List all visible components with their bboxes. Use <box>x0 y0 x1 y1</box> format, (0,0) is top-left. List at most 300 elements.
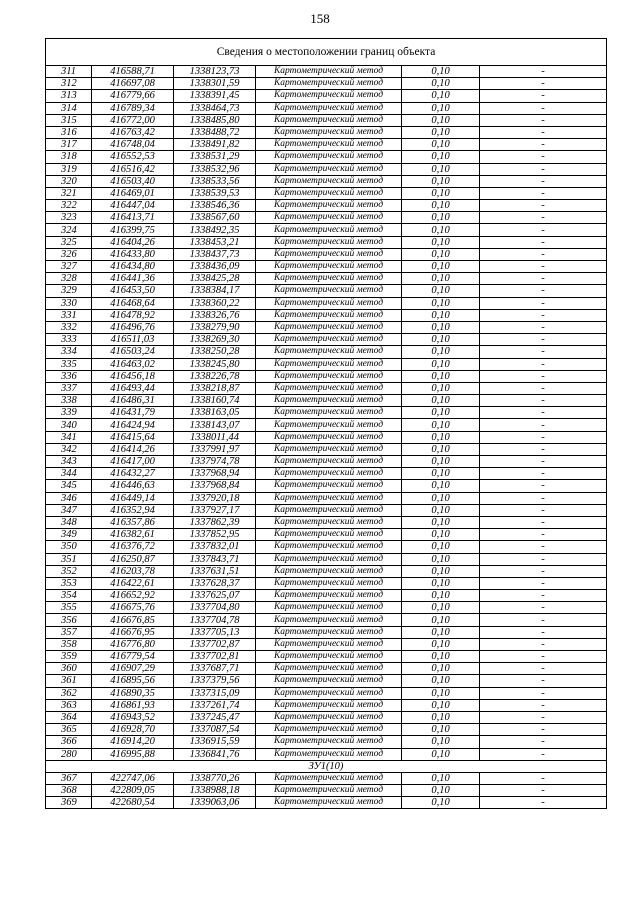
accuracy: 0,10 <box>402 590 480 602</box>
method: Картометрический метод <box>256 431 402 443</box>
coord-y: 1338326,76 <box>174 309 256 321</box>
coord-y: 1337704,78 <box>174 614 256 626</box>
point-number: 314 <box>46 102 92 114</box>
point-number: 352 <box>46 565 92 577</box>
note: - <box>480 187 607 199</box>
point-number: 364 <box>46 711 92 723</box>
method: Картометрический метод <box>256 468 402 480</box>
note: - <box>480 236 607 248</box>
point-number: 326 <box>46 248 92 260</box>
point-number: 366 <box>46 736 92 748</box>
method: Картометрический метод <box>256 175 402 187</box>
method: Картометрический метод <box>256 212 402 224</box>
table-row <box>46 187 607 199</box>
method: Картометрический метод <box>256 321 402 333</box>
accuracy: 0,10 <box>402 102 480 114</box>
point-number: 313 <box>46 90 92 102</box>
table-row <box>46 456 607 468</box>
note: - <box>480 346 607 358</box>
note: - <box>480 224 607 236</box>
coord-y: 1338425,28 <box>174 273 256 285</box>
coord-x: 416776,80 <box>92 638 174 650</box>
note: - <box>480 504 607 516</box>
point-number: 324 <box>46 224 92 236</box>
coord-x: 416424,94 <box>92 419 174 431</box>
method: Картометрический метод <box>256 285 402 297</box>
table-row <box>46 224 607 236</box>
method: Картометрический метод <box>256 577 402 589</box>
table-row <box>46 468 607 480</box>
table-row <box>46 663 607 675</box>
method: Картометрический метод <box>256 78 402 90</box>
coord-y: 1338360,22 <box>174 297 256 309</box>
method: Картометрический метод <box>256 224 402 236</box>
coord-x: 416446,63 <box>92 480 174 492</box>
coord-y: 1336841,76 <box>174 748 256 760</box>
note: - <box>480 541 607 553</box>
coord-x: 416432,27 <box>92 468 174 480</box>
method: Картометрический метод <box>256 772 402 784</box>
accuracy: 0,10 <box>402 602 480 614</box>
table-row <box>46 431 607 443</box>
accuracy: 0,10 <box>402 443 480 455</box>
coord-x: 416772,00 <box>92 114 174 126</box>
table-title: Сведения о местоположении границ объекта <box>46 39 607 66</box>
table-row <box>46 370 607 382</box>
coord-y: 1338533,56 <box>174 175 256 187</box>
note: - <box>480 602 607 614</box>
note: - <box>480 675 607 687</box>
point-number: 353 <box>46 577 92 589</box>
table-row <box>46 358 607 370</box>
coord-x: 416431,79 <box>92 407 174 419</box>
note: - <box>480 102 607 114</box>
coord-x: 416503,40 <box>92 175 174 187</box>
coord-x: 416468,64 <box>92 297 174 309</box>
coord-x: 416417,00 <box>92 456 174 468</box>
point-number: 340 <box>46 419 92 431</box>
point-number: 357 <box>46 626 92 638</box>
coord-x: 416779,66 <box>92 90 174 102</box>
point-number: 341 <box>46 431 92 443</box>
accuracy: 0,10 <box>402 346 480 358</box>
coord-y: 1338160,74 <box>174 395 256 407</box>
coord-x: 416357,86 <box>92 516 174 528</box>
note: - <box>480 212 607 224</box>
accuracy: 0,10 <box>402 248 480 260</box>
note: - <box>480 529 607 541</box>
point-number: 321 <box>46 187 92 199</box>
table-row <box>46 163 607 175</box>
method: Картометрический метод <box>256 504 402 516</box>
coord-x: 416748,04 <box>92 139 174 151</box>
coord-x: 416456,18 <box>92 370 174 382</box>
note: - <box>480 285 607 297</box>
note: - <box>480 248 607 260</box>
point-number: 344 <box>46 468 92 480</box>
note: - <box>480 480 607 492</box>
method: Картометрический метод <box>256 419 402 431</box>
method: Картометрический метод <box>256 602 402 614</box>
note: - <box>480 443 607 455</box>
coord-y: 1338163,05 <box>174 407 256 419</box>
coord-y: 1337862,39 <box>174 516 256 528</box>
point-number: 320 <box>46 175 92 187</box>
accuracy: 0,10 <box>402 66 480 78</box>
table-row <box>46 602 607 614</box>
point-number: 322 <box>46 200 92 212</box>
method: Картометрический метод <box>256 590 402 602</box>
point-number: 327 <box>46 261 92 273</box>
coord-x: 422680,54 <box>92 797 174 809</box>
table-row <box>46 724 607 736</box>
method: Картометрический метод <box>256 248 402 260</box>
table-row <box>46 772 607 784</box>
point-number: 346 <box>46 492 92 504</box>
table-row <box>46 346 607 358</box>
accuracy: 0,10 <box>402 187 480 199</box>
accuracy: 0,10 <box>402 370 480 382</box>
accuracy: 0,10 <box>402 126 480 138</box>
table-row <box>46 675 607 687</box>
coord-y: 1337991,97 <box>174 443 256 455</box>
accuracy: 0,10 <box>402 407 480 419</box>
accuracy: 0,10 <box>402 334 480 346</box>
method: Картометрический метод <box>256 553 402 565</box>
point-number: 342 <box>46 443 92 455</box>
point-number: 349 <box>46 529 92 541</box>
table-row <box>46 382 607 394</box>
point-number: 337 <box>46 382 92 394</box>
method: Картометрический метод <box>256 139 402 151</box>
coord-x: 416496,76 <box>92 321 174 333</box>
accuracy: 0,10 <box>402 273 480 285</box>
method: Картометрический метод <box>256 90 402 102</box>
method: Картометрический метод <box>256 261 402 273</box>
note: - <box>480 66 607 78</box>
point-number: 336 <box>46 370 92 382</box>
method: Картометрический метод <box>256 638 402 650</box>
accuracy: 0,10 <box>402 90 480 102</box>
coord-y: 1338143,07 <box>174 419 256 431</box>
accuracy: 0,10 <box>402 78 480 90</box>
accuracy: 0,10 <box>402 236 480 248</box>
point-number: 345 <box>46 480 92 492</box>
note: - <box>480 687 607 699</box>
accuracy: 0,10 <box>402 321 480 333</box>
accuracy: 0,10 <box>402 748 480 760</box>
note: - <box>480 590 607 602</box>
accuracy: 0,10 <box>402 419 480 431</box>
method: Картометрический метод <box>256 626 402 638</box>
table-row <box>46 748 607 760</box>
accuracy: 0,10 <box>402 175 480 187</box>
note: - <box>480 175 607 187</box>
point-number: 363 <box>46 699 92 711</box>
coord-y: 1337832,01 <box>174 541 256 553</box>
accuracy: 0,10 <box>402 358 480 370</box>
coord-x: 416890,35 <box>92 687 174 699</box>
method: Картометрический метод <box>256 748 402 760</box>
note: - <box>480 565 607 577</box>
table-row <box>46 200 607 212</box>
method: Картометрический метод <box>256 516 402 528</box>
point-number: 333 <box>46 334 92 346</box>
coord-y: 1337974,78 <box>174 456 256 468</box>
accuracy: 0,10 <box>402 675 480 687</box>
coord-y: 1338436,09 <box>174 261 256 273</box>
accuracy: 0,10 <box>402 297 480 309</box>
coord-y: 1336915,59 <box>174 736 256 748</box>
point-number: 367 <box>46 772 92 784</box>
method: Картометрический метод <box>256 334 402 346</box>
table-row <box>46 407 607 419</box>
point-number: 360 <box>46 663 92 675</box>
accuracy: 0,10 <box>402 687 480 699</box>
table-row <box>46 541 607 553</box>
point-number: 330 <box>46 297 92 309</box>
coord-y: 1337261,74 <box>174 699 256 711</box>
table-body <box>46 39 607 809</box>
coord-y: 1337843,71 <box>174 553 256 565</box>
coord-y: 1337687,71 <box>174 663 256 675</box>
table-row <box>46 273 607 285</box>
coord-x: 416943,52 <box>92 711 174 723</box>
table-row <box>46 699 607 711</box>
method: Картометрический метод <box>256 565 402 577</box>
method: Картометрический метод <box>256 200 402 212</box>
accuracy: 0,10 <box>402 626 480 638</box>
coord-x: 422809,05 <box>92 785 174 797</box>
coord-y: 1338226,78 <box>174 370 256 382</box>
table-row <box>46 687 607 699</box>
coord-x: 416469,01 <box>92 187 174 199</box>
note: - <box>480 516 607 528</box>
point-number: 356 <box>46 614 92 626</box>
point-number: 325 <box>46 236 92 248</box>
coord-x: 416478,92 <box>92 309 174 321</box>
section-subheader-row <box>46 760 607 772</box>
coord-y: 1337628,37 <box>174 577 256 589</box>
table-row <box>46 419 607 431</box>
accuracy: 0,10 <box>402 638 480 650</box>
note: - <box>480 382 607 394</box>
note: - <box>480 126 607 138</box>
table-row <box>46 261 607 273</box>
point-number: 343 <box>46 456 92 468</box>
coord-x: 416203,78 <box>92 565 174 577</box>
method: Картометрический метод <box>256 541 402 553</box>
table-row <box>46 395 607 407</box>
coord-y: 1338391,45 <box>174 90 256 102</box>
table-row <box>46 175 607 187</box>
point-number: 358 <box>46 638 92 650</box>
coord-x: 416447,04 <box>92 200 174 212</box>
accuracy: 0,10 <box>402 565 480 577</box>
table-row <box>46 565 607 577</box>
coord-y: 1337968,94 <box>174 468 256 480</box>
method: Картометрический метод <box>256 675 402 687</box>
accuracy: 0,10 <box>402 772 480 784</box>
coord-y: 1337245,47 <box>174 711 256 723</box>
note: - <box>480 90 607 102</box>
method: Картометрический метод <box>256 687 402 699</box>
coord-x: 416907,29 <box>92 663 174 675</box>
note: - <box>480 577 607 589</box>
accuracy: 0,10 <box>402 139 480 151</box>
note: - <box>480 334 607 346</box>
method: Картометрический метод <box>256 382 402 394</box>
accuracy: 0,10 <box>402 151 480 163</box>
coord-y: 1337702,81 <box>174 651 256 663</box>
note: - <box>480 785 607 797</box>
coord-y: 1338539,53 <box>174 187 256 199</box>
section-subheader: ЗУ1(10) <box>46 760 607 772</box>
coord-x: 416434,80 <box>92 261 174 273</box>
coord-x: 416652,92 <box>92 590 174 602</box>
coord-y: 1337379,56 <box>174 675 256 687</box>
accuracy: 0,10 <box>402 285 480 297</box>
note: - <box>480 456 607 468</box>
note: - <box>480 358 607 370</box>
table-row <box>46 126 607 138</box>
method: Картометрический метод <box>256 358 402 370</box>
method: Картометрический метод <box>256 785 402 797</box>
coord-y: 1337852,95 <box>174 529 256 541</box>
coord-y: 1338269,30 <box>174 334 256 346</box>
table-row <box>46 785 607 797</box>
note: - <box>480 724 607 736</box>
method: Картометрический метод <box>256 797 402 809</box>
coord-x: 416449,14 <box>92 492 174 504</box>
method: Картометрический метод <box>256 151 402 163</box>
point-number: 339 <box>46 407 92 419</box>
coord-y: 1338488,72 <box>174 126 256 138</box>
accuracy: 0,10 <box>402 711 480 723</box>
accuracy: 0,10 <box>402 163 480 175</box>
table-row <box>46 553 607 565</box>
coord-x: 416914,20 <box>92 736 174 748</box>
table-row <box>46 736 607 748</box>
table-row <box>46 236 607 248</box>
note: - <box>480 431 607 443</box>
point-number: 312 <box>46 78 92 90</box>
note: - <box>480 309 607 321</box>
accuracy: 0,10 <box>402 224 480 236</box>
note: - <box>480 163 607 175</box>
note: - <box>480 151 607 163</box>
coord-y: 1338532,96 <box>174 163 256 175</box>
point-number: 354 <box>46 590 92 602</box>
method: Картометрический метод <box>256 407 402 419</box>
coord-y: 1338123,73 <box>174 66 256 78</box>
point-number: 323 <box>46 212 92 224</box>
note: - <box>480 200 607 212</box>
note: - <box>480 711 607 723</box>
method: Картометрический метод <box>256 395 402 407</box>
note: - <box>480 273 607 285</box>
coord-y: 1338464,73 <box>174 102 256 114</box>
note: - <box>480 78 607 90</box>
method: Картометрический метод <box>256 663 402 675</box>
coord-x: 416763,42 <box>92 126 174 138</box>
coord-y: 1338770,26 <box>174 772 256 784</box>
point-number: 315 <box>46 114 92 126</box>
coord-y: 1337704,80 <box>174 602 256 614</box>
table-row <box>46 248 607 260</box>
accuracy: 0,10 <box>402 309 480 321</box>
table-row <box>46 139 607 151</box>
point-number: 328 <box>46 273 92 285</box>
method: Картометрический метод <box>256 187 402 199</box>
table-row <box>46 577 607 589</box>
method: Картометрический метод <box>256 114 402 126</box>
accuracy: 0,10 <box>402 395 480 407</box>
coord-y: 1338384,17 <box>174 285 256 297</box>
method: Картометрический метод <box>256 273 402 285</box>
method: Картометрический метод <box>256 346 402 358</box>
table-row <box>46 529 607 541</box>
coord-y: 1338453,21 <box>174 236 256 248</box>
table-row <box>46 516 607 528</box>
accuracy: 0,10 <box>402 456 480 468</box>
table-row <box>46 285 607 297</box>
coord-y: 1337702,87 <box>174 638 256 650</box>
point-number: 318 <box>46 151 92 163</box>
note: - <box>480 748 607 760</box>
accuracy: 0,10 <box>402 724 480 736</box>
accuracy: 0,10 <box>402 468 480 480</box>
table-row <box>46 492 607 504</box>
coord-y: 1338988,18 <box>174 785 256 797</box>
point-number: 280 <box>46 748 92 760</box>
point-number: 368 <box>46 785 92 797</box>
note: - <box>480 614 607 626</box>
coord-x: 416415,64 <box>92 431 174 443</box>
boundary-table <box>45 38 607 809</box>
coord-y: 1337087,54 <box>174 724 256 736</box>
table-row <box>46 90 607 102</box>
method: Картометрический метод <box>256 529 402 541</box>
coord-y: 1337705,13 <box>174 626 256 638</box>
point-number: 369 <box>46 797 92 809</box>
method: Картометрический метод <box>256 163 402 175</box>
coord-x: 416376,72 <box>92 541 174 553</box>
coord-y: 1338245,80 <box>174 358 256 370</box>
accuracy: 0,10 <box>402 553 480 565</box>
note: - <box>480 370 607 382</box>
note: - <box>480 419 607 431</box>
method: Картометрический метод <box>256 724 402 736</box>
note: - <box>480 553 607 565</box>
point-number: 348 <box>46 516 92 528</box>
coord-y: 1339063,06 <box>174 797 256 809</box>
coord-x: 416486,31 <box>92 395 174 407</box>
accuracy: 0,10 <box>402 797 480 809</box>
coord-x: 416382,61 <box>92 529 174 541</box>
note: - <box>480 772 607 784</box>
table-row <box>46 66 607 78</box>
table-row <box>46 797 607 809</box>
coord-x: 416404,26 <box>92 236 174 248</box>
note: - <box>480 395 607 407</box>
accuracy: 0,10 <box>402 663 480 675</box>
table-row <box>46 711 607 723</box>
point-number: 361 <box>46 675 92 687</box>
accuracy: 0,10 <box>402 382 480 394</box>
coord-y: 1337927,17 <box>174 504 256 516</box>
method: Картометрический метод <box>256 699 402 711</box>
